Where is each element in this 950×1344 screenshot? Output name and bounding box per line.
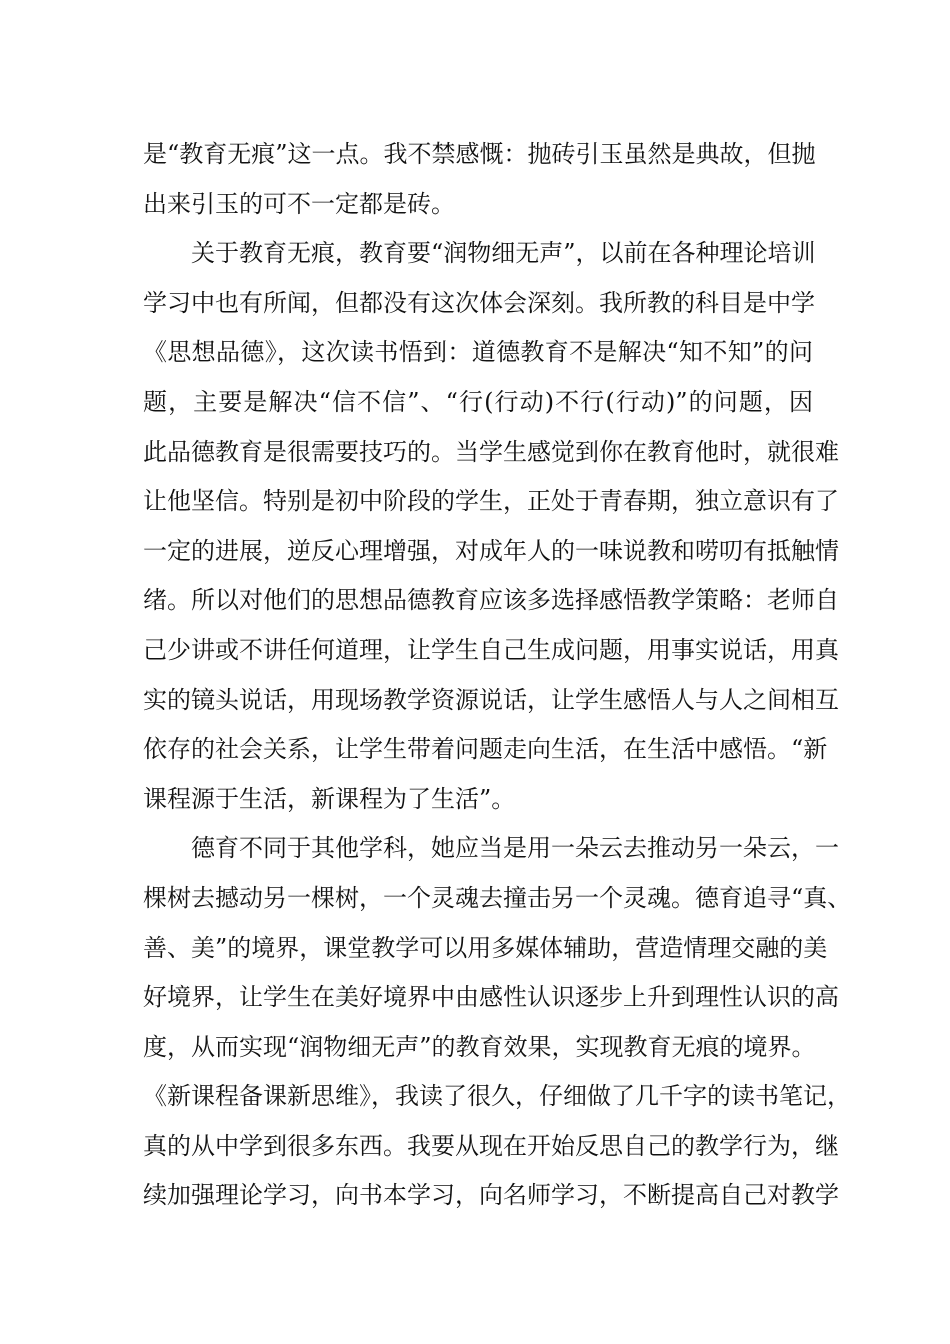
body-text (143, 130, 852, 1221)
text-line: 此品德教育是很需要技巧的。当学生感觉到你在教育他时，就很难 (143, 437, 839, 466)
text-line: 出来引玉的可不一定都是砖。 (143, 189, 455, 218)
text-line: 课程源于生活，新课程为了生活”。 (143, 784, 516, 813)
text-line: 真的从中学到很多东西。我要从现在开始反思自己的教学行为，继 (143, 1131, 839, 1160)
text-line: 好境界，让学生在美好境界中由感性认识逐步上升到理性认识的高 (143, 983, 839, 1012)
paragraph-first-line: 德育不同于其他学科，她应当是用一朵云去推动另一朵云，一 (191, 834, 839, 863)
text-line: 让他坚信。特别是初中阶段的学生，正处于青春期，独立意识有了 (143, 487, 839, 516)
text-line: 《思想品德》，这次读书悟到：道德教育不是解决“知不知”的问 (143, 338, 813, 367)
text-line: 续加强理论学习，向书本学习，向名师学习，不断提高自己对教学 (143, 1181, 839, 1210)
text-line: 《新课程备课新思维》，我读了很久，仔细做了几千字的读书笔记， (143, 1082, 851, 1111)
text-line: 题，主要是解决“信不信”、“行(行动)不行(行动)”的问题，因 (143, 387, 813, 416)
text-line: 学习中也有所闻，但都没有这次体会深刻。我所教的科目是中学 (143, 288, 815, 317)
text-line: 己少讲或不讲任何道理，让学生自己生成问题，用事实说话，用真 (143, 635, 839, 664)
text-line: 棵树去撼动另一棵树，一个灵魂去撞击另一个灵魂。德育追寻“真、 (143, 883, 852, 912)
text-line: 是“教育无痕”这一点。我不禁感慨：抛砖引玉虽然是典故，但抛 (143, 140, 816, 168)
text-line: 一定的进展，逆反心理增强，对成年人的一味说教和唠叨有抵触情 (143, 536, 839, 565)
text-line: 绪。所以对他们的思想品德教育应该多选择感悟教学策略：老师自 (143, 586, 839, 615)
text-line: 度，从而实现“润物细无声”的教育效果，实现教育无痕的境界。 (143, 1032, 816, 1061)
text-line: 善、美”的境界，课堂教学可以用多媒体辅助，营造情理交融的美 (143, 933, 828, 962)
text-line: 实的镜头说话，用现场教学资源说话，让学生感悟人与人之间相互 (143, 685, 839, 714)
text-line: 依存的社会关系，让学生带着问题走向生活，在生活中感悟。“新 (143, 735, 828, 764)
paragraph-first-line: 关于教育无痕，教育要“润物细无声”，以前在各种理论培训 (191, 239, 816, 268)
